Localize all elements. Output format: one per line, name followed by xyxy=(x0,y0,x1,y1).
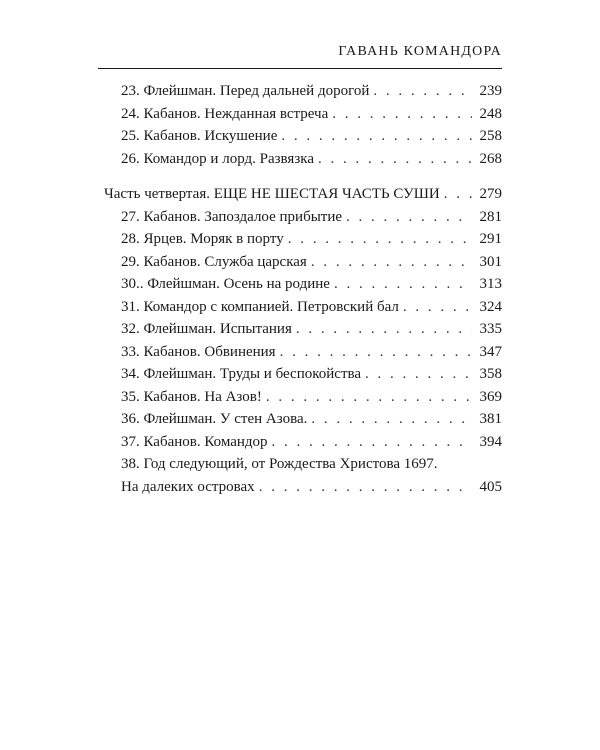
toc-entry-page: 248 xyxy=(479,105,502,122)
toc-entry-page: 369 xyxy=(479,388,502,405)
toc-entry-33[interactable] xyxy=(0,341,600,364)
toc-entry-36[interactable] xyxy=(0,408,600,431)
dot-leader xyxy=(311,251,472,274)
toc-entry-page: 268 xyxy=(479,150,502,167)
toc-entry-title: 35. Кабанов. На Азов! xyxy=(121,388,262,405)
toc-entry-title: 32. Флейшман. Испытания xyxy=(121,321,292,337)
dot-leader xyxy=(280,341,472,364)
toc-entry-23[interactable] xyxy=(0,80,600,103)
toc-entry-page: 301 xyxy=(479,253,502,270)
toc-entry-title: 28. Ярцев. Моряк в порту xyxy=(121,231,284,247)
dot-leader xyxy=(266,386,472,409)
toc-entry-page: 381 xyxy=(479,411,502,427)
toc-entry-title-continued: На далеких островах xyxy=(121,478,255,495)
toc-entry-title: 36. Флейшман. У стен Азова. xyxy=(121,411,308,427)
toc-entry-title: 30.. Флейшман. Осень на родине xyxy=(121,276,330,292)
toc-entry-page: 239 xyxy=(479,83,502,99)
toc-entry-35[interactable] xyxy=(0,386,600,409)
toc-entry-title: 38. Год следующий, от Рождества Христова 1697. xyxy=(121,456,438,472)
dot-leader xyxy=(259,476,472,499)
toc-entry-page: 324 xyxy=(479,298,502,315)
toc-entry-30[interactable] xyxy=(0,273,600,296)
toc-entry-29[interactable] xyxy=(0,251,600,274)
toc-entry-page: 335 xyxy=(479,321,502,337)
dot-leader xyxy=(318,148,472,171)
toc-entry-title: 34. Флейшман. Труды и беспокойства xyxy=(121,366,362,382)
toc-entry-title: 26. Командор и лорд. Развязка xyxy=(121,150,314,167)
dot-leader xyxy=(346,206,472,229)
dot-leader xyxy=(272,431,472,454)
toc-entry-page: 358 xyxy=(479,366,502,382)
running-head: ГАВАНЬ КОМАНДОРА xyxy=(338,44,502,59)
toc-entry-title: 25. Кабанов. Искушение xyxy=(121,128,278,144)
toc-entry-title: 37. Кабанов. Командор xyxy=(121,433,268,450)
dot-leader xyxy=(281,125,472,148)
toc-entry-title: 27. Кабанов. Запоздалое прибытие xyxy=(121,208,343,225)
toc-entry-38-line1[interactable] xyxy=(0,453,600,476)
toc-entry-title: 31. Командор с компанией. Петровский бал xyxy=(121,298,399,315)
toc-entry-page: 405 xyxy=(479,478,502,495)
toc-entry-28[interactable] xyxy=(0,228,600,251)
dot-leader xyxy=(332,103,472,126)
toc-entry-page: 313 xyxy=(479,276,502,292)
toc-entry-page: 347 xyxy=(479,343,502,360)
toc-part-page: 279 xyxy=(479,186,502,202)
dot-leader xyxy=(311,408,472,431)
toc-entry-25[interactable] xyxy=(0,125,600,148)
dot-leader xyxy=(288,228,472,251)
dot-leader xyxy=(444,183,472,206)
toc-entry-24[interactable] xyxy=(0,103,600,126)
toc-entry-page: 258 xyxy=(479,128,502,144)
toc-entry-title: 33. Кабанов. Обвинения xyxy=(121,343,276,360)
toc-entry-title: 29. Кабанов. Служба царская xyxy=(121,253,307,270)
header-rule xyxy=(98,68,502,69)
toc-entry-34[interactable] xyxy=(0,363,600,386)
table-of-contents xyxy=(0,80,600,498)
toc-part-title: Часть четвертая. ЕЩЕ НЕ ШЕСТАЯ ЧАСТЬ СУШИ xyxy=(104,186,440,202)
toc-entry-27[interactable] xyxy=(0,206,600,229)
dot-leader xyxy=(334,273,472,296)
dot-leader xyxy=(296,318,472,341)
toc-part-heading[interactable] xyxy=(0,183,600,206)
dot-leader xyxy=(403,296,472,319)
toc-entry-title: 24. Кабанов. Нежданная встреча xyxy=(121,105,329,122)
toc-entry-page: 291 xyxy=(479,231,502,247)
toc-entry-32[interactable] xyxy=(0,318,600,341)
toc-entry-26[interactable] xyxy=(0,148,600,171)
toc-entry-31[interactable] xyxy=(0,296,600,319)
toc-entry-page: 281 xyxy=(479,208,502,225)
toc-entry-title: 23. Флейшман. Перед дальней дорогой xyxy=(121,83,370,99)
toc-entry-37[interactable] xyxy=(0,431,600,454)
dot-leader xyxy=(373,80,472,103)
dot-leader xyxy=(365,363,472,386)
toc-entry-38-line2[interactable] xyxy=(0,476,600,499)
toc-entry-page: 394 xyxy=(479,433,502,450)
